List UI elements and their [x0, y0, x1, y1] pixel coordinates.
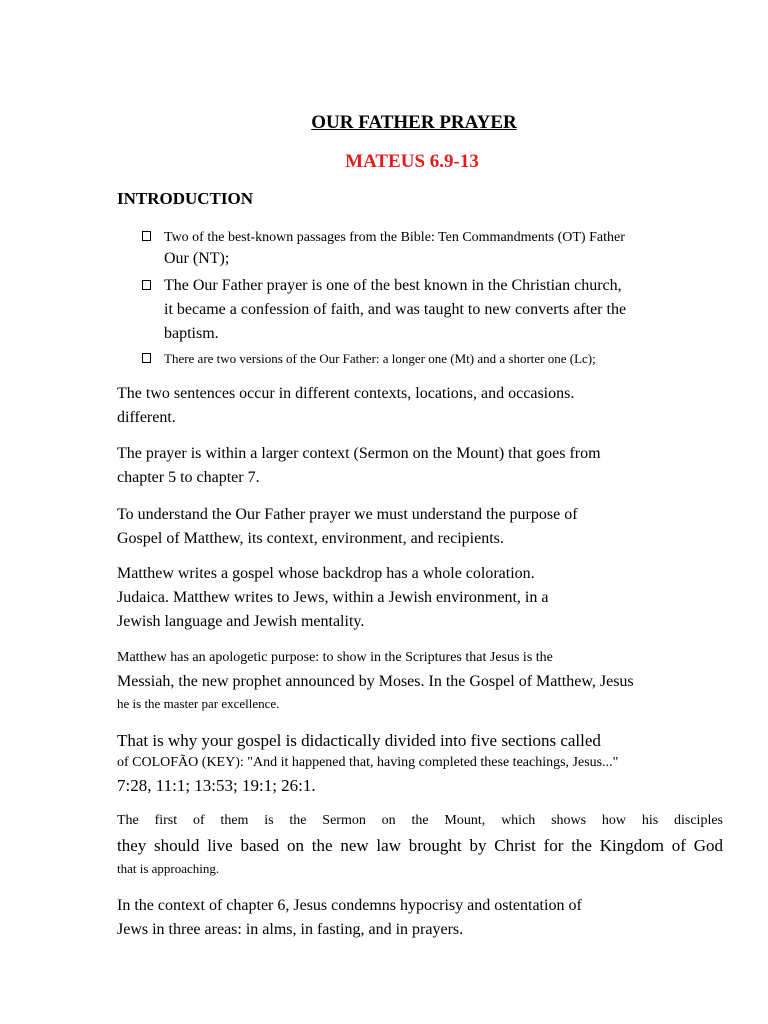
paragraph-line: The first of them is the Sermon on the Mount, which shows how his disciples [117, 813, 723, 828]
introduction-bullet-list [142, 227, 702, 368]
paragraph-line: 7:28, 11:1; 13:53; 19:1; 26:1. [117, 776, 316, 795]
paragraph [117, 382, 727, 430]
checkbox-bullet-icon [142, 231, 151, 241]
bullet-text: it became a confession of faith, and was taught to new converts after the [164, 301, 627, 318]
paragraph-line: The two sentences occur in different contexts, locations, and occasions. [117, 385, 575, 402]
paragraph [117, 562, 727, 634]
bullet-item [142, 227, 702, 270]
paragraph-line: he is the master par excellence. [117, 696, 280, 711]
paragraph [117, 442, 727, 490]
bullet-text: Two of the best-known passages from the Bible: Ten Commandments (OT) Father [164, 230, 625, 245]
paragraph-line: they should live based on the new law brought by Christ for the Kingdom of God [117, 836, 723, 855]
introduction-heading: INTRODUCTION [117, 189, 254, 208]
paragraph-line: that is approaching. [117, 861, 220, 876]
paragraph-line: of COLOFÃO (KEY): "And it happened that, having completed these teachings, Jesus..." [117, 755, 619, 770]
bullet-item [142, 350, 702, 368]
paragraph-line: Gospel of Matthew, its context, environment, and recipients. [117, 530, 504, 547]
paragraph-line: Messiah, the new prophet announced by Moses. In the Gospel of Matthew, Jesus [117, 673, 634, 690]
paragraph [117, 503, 727, 551]
bullet-text: The Our Father prayer is one of the best known in the Christian church, [164, 277, 622, 294]
paragraph-line: The prayer is within a larger context (Sermon on the Mount) that goes from [117, 445, 601, 462]
paragraph-line: chapter 5 to chapter 7. [117, 469, 260, 486]
paragraph-line: Jews in three areas: in alms, in fasting, and in prayers. [117, 921, 464, 938]
paragraph-line: Jewish language and Jewish mentality. [117, 613, 365, 630]
paragraph [117, 729, 727, 799]
paragraph-line: Matthew writes a gospel whose backdrop has a whole coloration. [117, 565, 535, 582]
paragraph-line: Matthew has an apologetic purpose: to show in the Scriptures that Jesus is the [117, 650, 553, 665]
bullet-text: Our (NT); [164, 250, 230, 267]
paragraph-line: That is why your gospel is didactically divided into five sections called [117, 731, 601, 750]
bullet-text: There are two versions of the Our Father: a longer one (Mt) and a shorter one (Lc); [164, 351, 596, 366]
paragraph [117, 894, 727, 942]
paragraph-line: To understand the Our Father prayer we must understand the purpose of [117, 506, 578, 523]
bullet-item [142, 274, 702, 346]
paragraph-line: Judaica. Matthew writes to Jews, within a Jewish environment, in a [117, 589, 549, 606]
checkbox-bullet-icon [142, 353, 151, 363]
document-title: OUR FATHER PRAYER [311, 112, 517, 133]
scripture-reference: MATEUS 6.9-13 [345, 151, 479, 172]
bullet-text: baptism. [164, 325, 219, 342]
paragraph [117, 646, 727, 714]
paragraph [117, 809, 727, 879]
checkbox-bullet-icon [142, 280, 151, 290]
paragraph-line: In the context of chapter 6, Jesus condemns hypocrisy and ostentation of [117, 897, 582, 914]
paragraph-line: different. [117, 409, 176, 426]
